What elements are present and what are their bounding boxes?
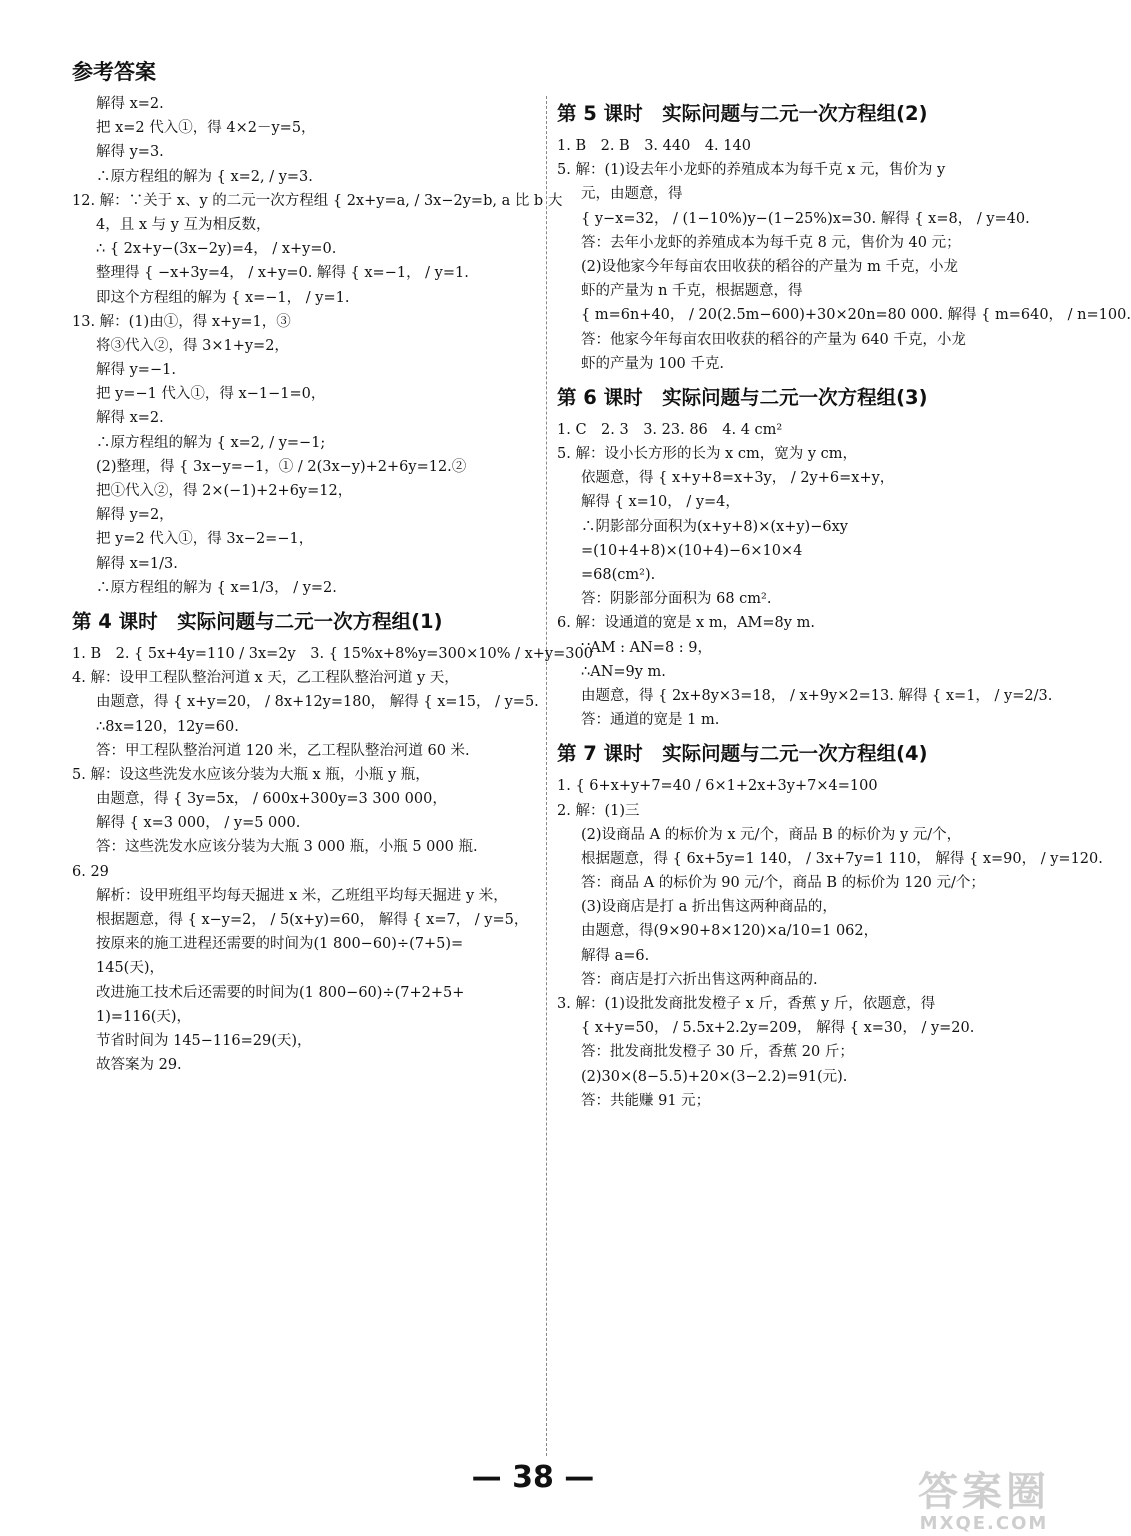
answer-line: 解得 y=3. bbox=[96, 144, 164, 161]
answer-line: 根据题意，得 { x−y=2， / 5(x+y)=60， 解得 { x=7， / y=5， bbox=[96, 912, 529, 928]
answer-line: 把①代入②，得 2×(−1)+2+6y=12， bbox=[96, 483, 353, 499]
answer-line: 故答案为 29. bbox=[96, 1057, 182, 1074]
answer-line: 将③代入②，得 3×1+y=2， bbox=[96, 337, 289, 354]
answer-line: 元，由题意，得 bbox=[581, 186, 683, 203]
answer-line: 答：这些洗发水应该分装为大瓶 3 000 瓶，小瓶 5 000 瓶. bbox=[96, 839, 478, 856]
answer-line: 由题意，得 { 3y=5x， / 600x+300y=3 300 000， bbox=[96, 791, 447, 808]
answer-line: ∴8x=120，12y=60. bbox=[96, 718, 239, 735]
answer-line: 节省时间为 145−116=29(天)， bbox=[96, 1032, 312, 1049]
section-title: 第 7 课时 实际问题与二元一次方程组(4) bbox=[557, 742, 928, 766]
answer-line: 解得 y=2， bbox=[96, 507, 174, 524]
answer-line: 把 x=2 代入①，得 4×2－y=5， bbox=[96, 120, 316, 137]
answer-line: (2)整理，得 { 3x−y=−1，① / 2(3x−y)+2+6y=12.② bbox=[96, 458, 467, 475]
answer-line: 2. 解：(1)三 bbox=[557, 802, 640, 819]
watermark-logo bbox=[918, 1470, 1050, 1534]
answer-line: 4. 解：设甲工程队整治河道 x 天，乙工程队整治河道 y 天， bbox=[72, 670, 459, 687]
watermark-url: MXQE.COM bbox=[919, 1513, 1049, 1534]
answer-line: 即这个方程组的解为 { x=−1， / y=1. bbox=[96, 289, 350, 306]
answer-line: { y−x=32， / (1−10%)y−(1−25%)x=30. 解得 { x=8， / y=40. bbox=[581, 210, 1030, 227]
answer-line: 12. 解：∵关于 x、y 的二元一次方程组 { 2x+y=a, / 3x−2y=b, a 比 b 大 bbox=[72, 192, 563, 209]
answer-line: ∴原方程组的解为 { x=1/3， / y=2. bbox=[96, 579, 337, 596]
answer-line: { x+y=50， / 5.5x+2.2y=209， 解得 { x=30， / y=20. bbox=[581, 1020, 975, 1037]
answer-line: 依题意，得 { x+y+8=x+3y， / 2y+6=x+y， bbox=[581, 470, 895, 487]
answer-line: ∵AM : AN=8 : 9， bbox=[581, 639, 713, 656]
answer-line: 解得 y=−1. bbox=[96, 362, 176, 379]
answer-line: 145(天)， bbox=[96, 960, 164, 977]
answer-line: 解析：设甲班组平均每天掘进 x 米，乙班组平均每天掘进 y 米， bbox=[96, 887, 508, 904]
answer-line: 答：商品 A 的标价为 90 元/个，商品 B 的标价为 120 元/个； bbox=[581, 875, 985, 892]
answer-line: 答：阴影部分面积为 68 cm². bbox=[581, 591, 772, 608]
column-divider bbox=[546, 96, 547, 1456]
section-title: 第 4 课时 实际问题与二元一次方程组(1) bbox=[72, 609, 443, 633]
answer-line: (2)设商品 A 的标价为 x 元/个，商品 B 的标价为 y 元/个， bbox=[581, 826, 962, 843]
answer-line: 5. 解：设这些洗发水应该分装为大瓶 x 瓶，小瓶 y 瓶， bbox=[72, 766, 430, 783]
answer-line: 由题意，得 { 2x+8y×3=18， / x+9y×2=13. 解得 { x=1， / y=2/3. bbox=[581, 687, 1053, 704]
answer-line: 答：他家今年每亩农田收获的稻谷的产量为 640 千克，小龙 bbox=[581, 331, 966, 348]
answer-line: 根据题意，得 { 6x+5y=1 140， / 3x+7y=1 110， 解得 { x=90， / y=120. bbox=[581, 850, 1103, 867]
answer-line: 由题意，得(9×90+8×120)×a/10=1 062， bbox=[581, 923, 879, 940]
answer-line: 13. 解：(1)由①，得 x+y=1，③ bbox=[72, 313, 291, 330]
answer-line: ∴原方程组的解为 { x=2, / y=3. bbox=[96, 168, 313, 185]
answer-line: 5. 解：(1)设去年小龙虾的养殖成本为每千克 x 元，售价为 y bbox=[557, 162, 946, 179]
answer-line: 解得 x=2. bbox=[96, 410, 164, 427]
answer-line: 按原来的施工进程还需要的时间为(1 800−60)÷(7+5)= bbox=[96, 936, 464, 953]
answer-line: 解得 x=1/3. bbox=[96, 555, 178, 572]
answer-line: 6. 29 bbox=[72, 863, 109, 880]
answer-line: 虾的产量为 n 千克，根据题意，得 bbox=[581, 283, 803, 300]
page-number: — 38 — bbox=[471, 1460, 595, 1495]
answer-line: 4，且 x 与 y 互为相反数， bbox=[96, 216, 271, 233]
answer-line: 1. C 2. 3 3. 23. 86 4. 4 cm² bbox=[557, 421, 783, 438]
answer-line: ∴AN=9y m. bbox=[581, 663, 666, 680]
answer-line: 1. { 6+x+y+7=40 / 6×1+2x+3y+7×4=100 bbox=[557, 778, 878, 795]
answer-line: ∴ { 2x+y−(3x−2y)=4， / x+y=0. bbox=[96, 241, 337, 258]
answer-line: { m=6n+40， / 20(2.5m−600)+30×20n=80 000. 解得 { m=640， / n=100. bbox=[581, 307, 1131, 324]
answer-line: 虾的产量为 100 千克. bbox=[581, 355, 725, 372]
answer-line: 答：通道的宽是 1 m. bbox=[581, 712, 720, 729]
answer-line: 1. B 2. B 3. 440 4. 140 bbox=[557, 138, 751, 154]
answer-line: 6. 解：设通道的宽是 x m，AM=8y m. bbox=[557, 615, 815, 632]
answer-line: 解得 { x=10， / y=4， bbox=[581, 494, 740, 511]
answer-line: (2)设他家今年每亩农田收获的稻谷的产量为 m 千克，小龙 bbox=[581, 258, 959, 275]
watermark-text: 答案圈 bbox=[918, 1469, 1050, 1515]
answer-line: 答：批发商批发橙子 30 斤，香蕉 20 斤； bbox=[581, 1044, 854, 1061]
answer-line: 改进施工技术后还需要的时间为(1 800−60)÷(7+2+5+ bbox=[96, 984, 465, 1001]
answer-line: 解得 x=2. bbox=[96, 96, 164, 112]
answer-line: 把 y=2 代入①，得 3x−2=−1， bbox=[96, 531, 314, 548]
answer-line: (3)设商店是打 a 折出售这两种商品的， bbox=[581, 899, 837, 916]
answer-line: =68(cm²). bbox=[581, 567, 656, 583]
answer-line: 把 y=−1 代入①，得 x−1−1=0， bbox=[96, 386, 326, 403]
answer-line: 答：商店是打六折出售这两种商品的. bbox=[581, 971, 818, 988]
answer-line: 1)=116(天)， bbox=[96, 1008, 192, 1025]
section-title: 第 5 课时 实际问题与二元一次方程组(2) bbox=[557, 102, 928, 125]
answer-line: 答：去年小龙虾的养殖成本为每千克 8 元，售价为 40 元； bbox=[581, 234, 961, 251]
answer-line: 1. B 2. { 5x+4y=110 / 3x=2y 3. { 15%x+8%y=300×10% / x+y=300 bbox=[72, 645, 593, 662]
answer-line: 解得 a=6. bbox=[581, 947, 650, 964]
answer-line: 3. 解：(1)设批发商批发橙子 x 斤，香蕉 y 斤，依题意，得 bbox=[557, 996, 936, 1012]
right-column bbox=[557, 92, 1131, 1456]
answer-line: 解得 { x=3 000， / y=5 000. bbox=[96, 815, 301, 832]
answer-line: 5. 解：设小长方形的长为 x cm，宽为 y cm， bbox=[557, 446, 857, 463]
answer-line: =(10+4+8)×(10+4)−6×10×4 bbox=[581, 542, 803, 559]
answer-line: 答：共能赚 91 元； bbox=[581, 1092, 711, 1109]
answer-line: (2)30×(8−5.5)+20×(3−2.2)=91(元). bbox=[581, 1068, 848, 1085]
page-header: 参考答案 bbox=[72, 60, 156, 84]
answer-line: 整理得 { −x+3y=4， / x+y=0. 解得 { x=−1， / y=1. bbox=[96, 265, 469, 282]
answer-line: ∴阴影部分面积为(x+y+8)×(x+y)−6xy bbox=[581, 518, 848, 535]
section-title: 第 6 课时 实际问题与二元一次方程组(3) bbox=[557, 385, 928, 409]
left-column bbox=[72, 92, 593, 1456]
answer-line: ∴原方程组的解为 { x=2, / y=−1; bbox=[96, 434, 326, 451]
answer-line: 由题意，得 { x+y=20， / 8x+12y=180， 解得 { x=15， / y=5. bbox=[96, 694, 539, 711]
answer-line: 答：甲工程队整治河道 120 米，乙工程队整治河道 60 米. bbox=[96, 742, 470, 759]
